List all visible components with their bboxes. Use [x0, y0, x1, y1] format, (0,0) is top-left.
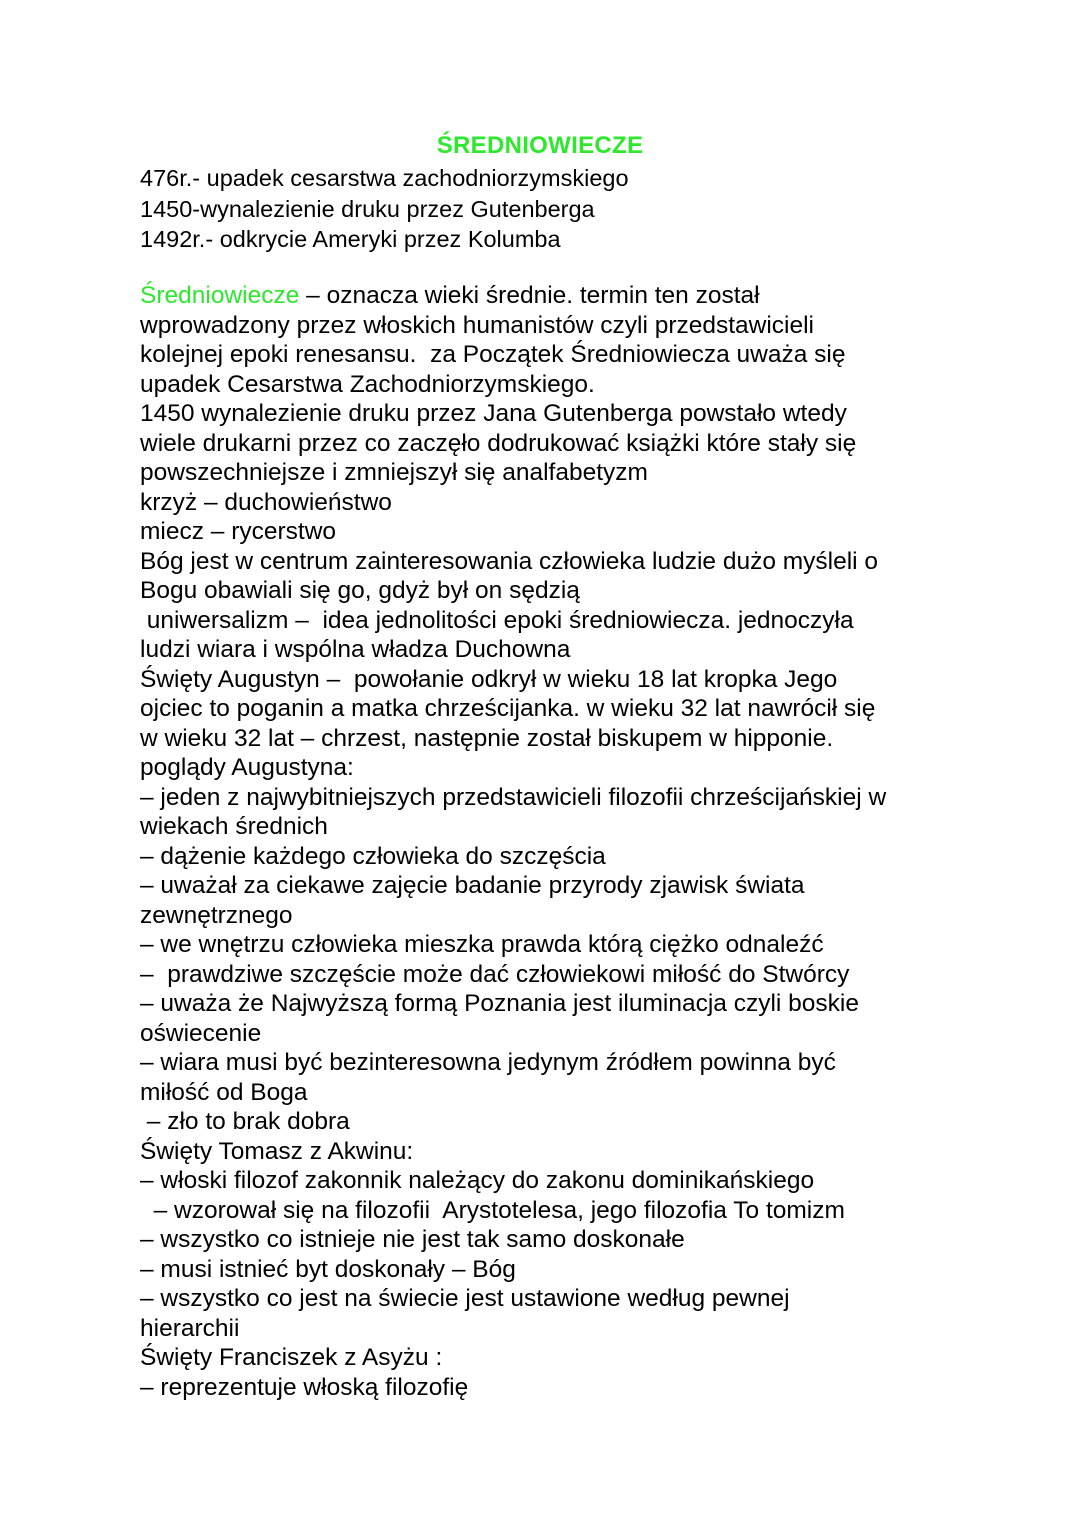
text-line: ojciec to poganin a matka chrześcijanka. w wieku 32 lat nawrócił się: [140, 695, 876, 722]
text-line: – prawdziwe szczęście może dać człowiekowi miłość do Stwórcy: [140, 960, 850, 988]
text-line: – we wnętrzu człowieka mieszka prawda którą ciężko odnaleźć: [140, 931, 824, 958]
text-line: – uważa że Najwyższą formą Poznania jest iluminacja czyli boskie: [140, 990, 859, 1017]
text-line: miecz – rycerstwo: [140, 518, 337, 545]
text-line: – musi istnieć byt doskonały – Bóg: [140, 1255, 516, 1283]
intro-line-text: – oznacza wieki średnie. termin ten został: [299, 282, 760, 309]
text-line: wprowadzony przez włoskich humanistów czyli przedstawicieli: [140, 311, 815, 339]
text-line: 1450 wynalezienie druku przez Jana Gutenberga powstało wtedy: [140, 400, 847, 427]
date-line: 1492r.- odkrycie Ameryki przez Kolumba: [140, 226, 561, 252]
text-line: – wiara musi być bezinteresowna jedynym źródłem powinna być: [140, 1049, 836, 1076]
date-line: 1450-wynalezienie druku przez Gutenberga: [140, 195, 595, 222]
text-line: – dążenie każdego człowieka do szczęścia: [140, 842, 606, 870]
text-line: upadek Cesarstwa Zachodniorzymskiego.: [140, 370, 595, 398]
notes-body: [140, 281, 1040, 1402]
text-line: Święty Augustyn – powołanie odkrył w wieku 18 lat kropka Jego: [140, 665, 838, 693]
text-line: Święty Tomasz z Akwinu:: [140, 1137, 414, 1165]
text-line: powszechniejsze i zmniejszył się analfabetyzm: [140, 459, 648, 486]
text-line: uniwersalizm – idea jednolitości epoki średniowiecza. jednoczyła: [140, 606, 854, 634]
text-line: krzyż – duchowieństwo: [140, 488, 392, 516]
text-line: – włoski filozof zakonnik należący do zakonu dominikańskiego: [140, 1167, 815, 1194]
highlighted-term: Średniowiecze: [140, 282, 300, 309]
text-line: ludzi wiara i wspólna władza Duchowna: [140, 636, 571, 663]
text-line: zewnętrznego: [140, 901, 293, 929]
text-line: w wieku 32 lat – chrzest, następnie został biskupem w hipponie.: [140, 724, 834, 752]
text-line: – reprezentuje włoską filozofię: [140, 1373, 469, 1401]
text-line: – uważał za ciekawe zajęcie badanie przyrody zjawisk świata: [140, 872, 805, 899]
text-line: – wszystko co istnieje nie jest tak samo doskonałe: [140, 1226, 685, 1253]
intro-line: [140, 281, 1040, 311]
text-line: wiele drukarni przez co zaczęło dodrukować książki które stały się: [140, 429, 857, 457]
key-dates: [140, 163, 1040, 255]
text-line: oświecenie: [140, 1019, 262, 1047]
text-line: – wzorował się na filozofii Arystotelesa, jego filozofia To tomizm: [140, 1196, 845, 1224]
text-line: – jeden z najwybitniejszych przedstawicieli filozofii chrześcijańskiej w: [140, 783, 887, 811]
text-line: miłość od Boga: [140, 1078, 308, 1106]
text-line: poglądy Augustyna:: [140, 754, 354, 781]
text-line: hierarchii: [140, 1314, 240, 1342]
date-line: 476r.- upadek cesarstwa zachodniorzymskiego: [140, 165, 629, 191]
page-title: ŚREDNIOWIECZE: [436, 132, 644, 159]
text-line: Bóg jest w centrum zainteresowania człowieka ludzie dużo myśleli o: [140, 547, 879, 575]
text-line: Święty Franciszek z Asyżu :: [140, 1344, 443, 1371]
text-line: wiekach średnich: [140, 813, 328, 840]
text-line: kolejnej epoki renesansu. za Początek Średniowiecza uważa się: [140, 341, 846, 368]
text-line: – wszystko co jest na świecie jest ustawione według pewnej: [140, 1285, 790, 1312]
text-line: – zło to brak dobra: [140, 1108, 350, 1135]
text-line: Bogu obawiali się go, gdyż był on sędzią: [140, 577, 580, 604]
